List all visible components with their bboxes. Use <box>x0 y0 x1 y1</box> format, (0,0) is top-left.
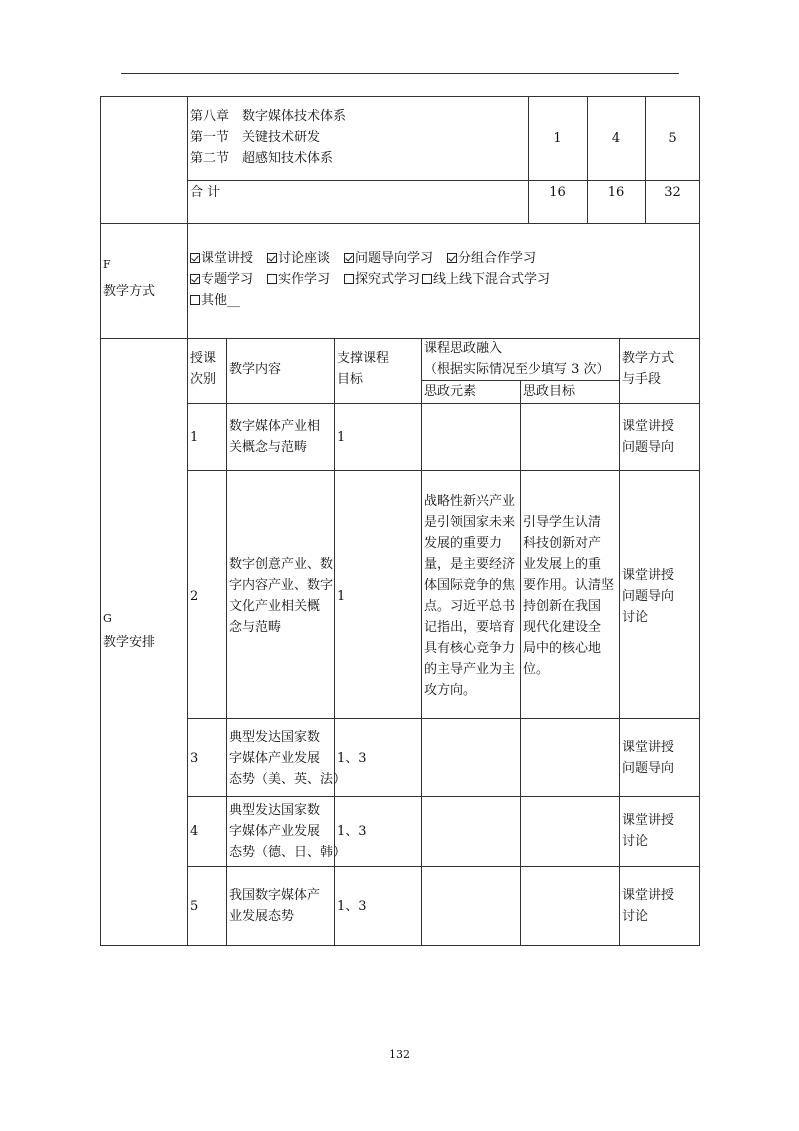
row-session: 3 <box>190 751 199 766</box>
row-content: 业发展态势 <box>229 909 295 924</box>
row-method: 课堂讲授 <box>622 568 675 583</box>
section-f-code: F <box>103 258 111 271</box>
checkbox-empty-icon[interactable] <box>190 295 200 305</box>
row-method: 课堂讲授 <box>622 888 675 903</box>
grid-line <box>187 796 700 797</box>
row-element: 量，是主要经济 <box>424 557 516 572</box>
row-element: 是引领国家未来 <box>424 515 516 530</box>
total-col1: 16 <box>549 185 566 200</box>
row-method: 课堂讲授 <box>622 419 675 434</box>
header-ideology: 课程思政融入 <box>424 341 503 356</box>
row-content: 数字创意产业、数 <box>229 557 334 572</box>
hours-col3: 5 <box>668 131 677 146</box>
section-g-code: G <box>103 612 112 625</box>
row-content: 念与范畴 <box>229 620 282 635</box>
header-element: 思政元素 <box>424 384 477 399</box>
grid-line <box>187 180 700 181</box>
grid-line <box>619 338 620 946</box>
header-content: 教学内容 <box>229 362 282 377</box>
row-content: 态势（美、英、法） <box>229 772 347 787</box>
row-objective: 1、3 <box>337 751 367 766</box>
row-element: 的主导产业为主 <box>424 662 516 677</box>
row-element: 战略性新兴产业 <box>424 494 516 509</box>
methods-row-3 <box>190 290 240 311</box>
row-method: 讨论 <box>622 610 649 625</box>
grid-line <box>226 338 227 946</box>
method-option[interactable]: 探究式学习 <box>344 272 420 287</box>
header-objective: 目标 <box>337 372 364 387</box>
header-session: 授课 <box>190 351 217 366</box>
checkbox-empty-icon[interactable] <box>422 274 432 284</box>
row-element: 体国际竞争的焦 <box>424 578 516 593</box>
section-title: 第二节 超感知技术体系 <box>190 151 334 166</box>
row-goal: 现代化建设全 <box>523 620 602 635</box>
section-title: 第一节 关键技术研发 <box>190 130 321 145</box>
row-element: 点。习近平总书 <box>424 599 516 614</box>
grid-line <box>100 223 700 224</box>
grid-line <box>645 96 646 223</box>
section-g-label: 教学安排 <box>103 635 156 650</box>
row-method: 问题导向 <box>622 440 675 455</box>
row-goal: 科技创新对产 <box>523 536 602 551</box>
row-objective: 1、3 <box>337 899 367 914</box>
grid-line <box>100 338 700 339</box>
row-method: 课堂讲授 <box>622 813 675 828</box>
row-goal: 引导学生认清 <box>523 515 602 530</box>
row-goal: 位。 <box>523 662 550 677</box>
row-method: 讨论 <box>622 834 649 849</box>
row-content: 典型发达国家数 <box>229 730 321 745</box>
row-goal: 局中的核心地 <box>523 641 602 656</box>
checkbox-checked-icon[interactable] <box>267 253 277 263</box>
row-element: 具有核心竞争力 <box>424 641 516 656</box>
row-objective: 1、3 <box>337 824 367 839</box>
methods-row-2 <box>190 269 564 290</box>
page-number: 132 <box>389 1048 410 1061</box>
method-option[interactable]: 实作学习 <box>267 272 330 287</box>
total-col3: 32 <box>664 185 681 200</box>
grid-line <box>520 380 521 946</box>
checkbox-empty-icon[interactable] <box>344 274 354 284</box>
row-element: 攻方向。 <box>424 683 477 698</box>
row-content: 关概念与范畴 <box>229 440 308 455</box>
hours-col2: 4 <box>611 131 621 146</box>
row-goal: 持创新在我国 <box>523 599 602 614</box>
row-session: 2 <box>190 589 199 604</box>
row-content: 我国数字媒体产 <box>229 888 321 903</box>
checkbox-checked-icon[interactable] <box>447 253 457 263</box>
row-method: 问题导向 <box>622 589 675 604</box>
hours-col1: 1 <box>553 131 562 146</box>
checkbox-checked-icon[interactable] <box>190 253 200 263</box>
header-rule <box>121 73 679 74</box>
row-objective: 1 <box>337 430 346 445</box>
total-col2: 16 <box>607 185 625 200</box>
row-content: 数字媒体产业相 <box>229 419 321 434</box>
method-option[interactable]: 线上线下混合式学习 <box>422 272 550 287</box>
grid-line <box>421 338 422 946</box>
row-session: 4 <box>190 824 199 839</box>
row-content: 字内容产业、数字 <box>229 578 334 593</box>
row-content: 字媒体产业发展 <box>229 824 321 839</box>
header-method: 教学方式 <box>622 351 675 366</box>
row-content: 字媒体产业发展 <box>229 751 321 766</box>
grid-line <box>187 866 700 867</box>
method-option[interactable]: 分组合作学习 <box>447 251 536 266</box>
header-objective: 支撑课程 <box>337 351 390 366</box>
row-content: 文化产业相关概 <box>229 599 321 614</box>
header-ideology-note: （根据实际情况至少填写 3 次） <box>424 362 610 377</box>
checkbox-empty-icon[interactable] <box>267 274 277 284</box>
method-option[interactable]: 其他__ <box>190 293 240 308</box>
grid-line <box>528 96 529 223</box>
row-content: 态势（德、日、韩） <box>229 845 347 860</box>
row-goal: 要作用。认清坚 <box>523 578 615 593</box>
header-method: 与手段 <box>622 372 662 387</box>
grid-line <box>187 718 700 719</box>
method-option[interactable]: 课堂讲授 <box>190 251 253 266</box>
row-method: 课堂讲授 <box>622 740 675 755</box>
row-objective: 1 <box>337 589 346 604</box>
row-method: 讨论 <box>622 909 649 924</box>
section-f-label: 教学方式 <box>103 284 156 299</box>
grid-line <box>187 470 700 471</box>
header-goal: 思政目标 <box>523 384 576 399</box>
row-content: 典型发达国家数 <box>229 803 321 818</box>
total-label: 合 计 <box>190 185 221 200</box>
grid-line <box>187 403 700 404</box>
methods-row-1 <box>190 248 550 269</box>
header-session: 次别 <box>190 372 217 387</box>
method-option[interactable]: 讨论座谈 <box>267 251 330 266</box>
row-session: 5 <box>190 899 199 914</box>
row-element: 发展的重要力 <box>424 536 503 551</box>
row-session: 1 <box>190 430 199 445</box>
method-option[interactable]: 专题学习 <box>190 272 253 287</box>
chapter-title: 第八章 数字媒体技术体系 <box>190 109 347 124</box>
checkbox-checked-icon[interactable] <box>344 253 354 263</box>
row-goal: 业发展上的重 <box>523 557 602 572</box>
grid-line <box>587 96 588 223</box>
checkbox-checked-icon[interactable] <box>190 274 200 284</box>
method-option[interactable]: 问题导向学习 <box>344 251 433 266</box>
row-element: 记指出，要培育 <box>424 620 516 635</box>
row-method: 问题导向 <box>622 761 675 776</box>
